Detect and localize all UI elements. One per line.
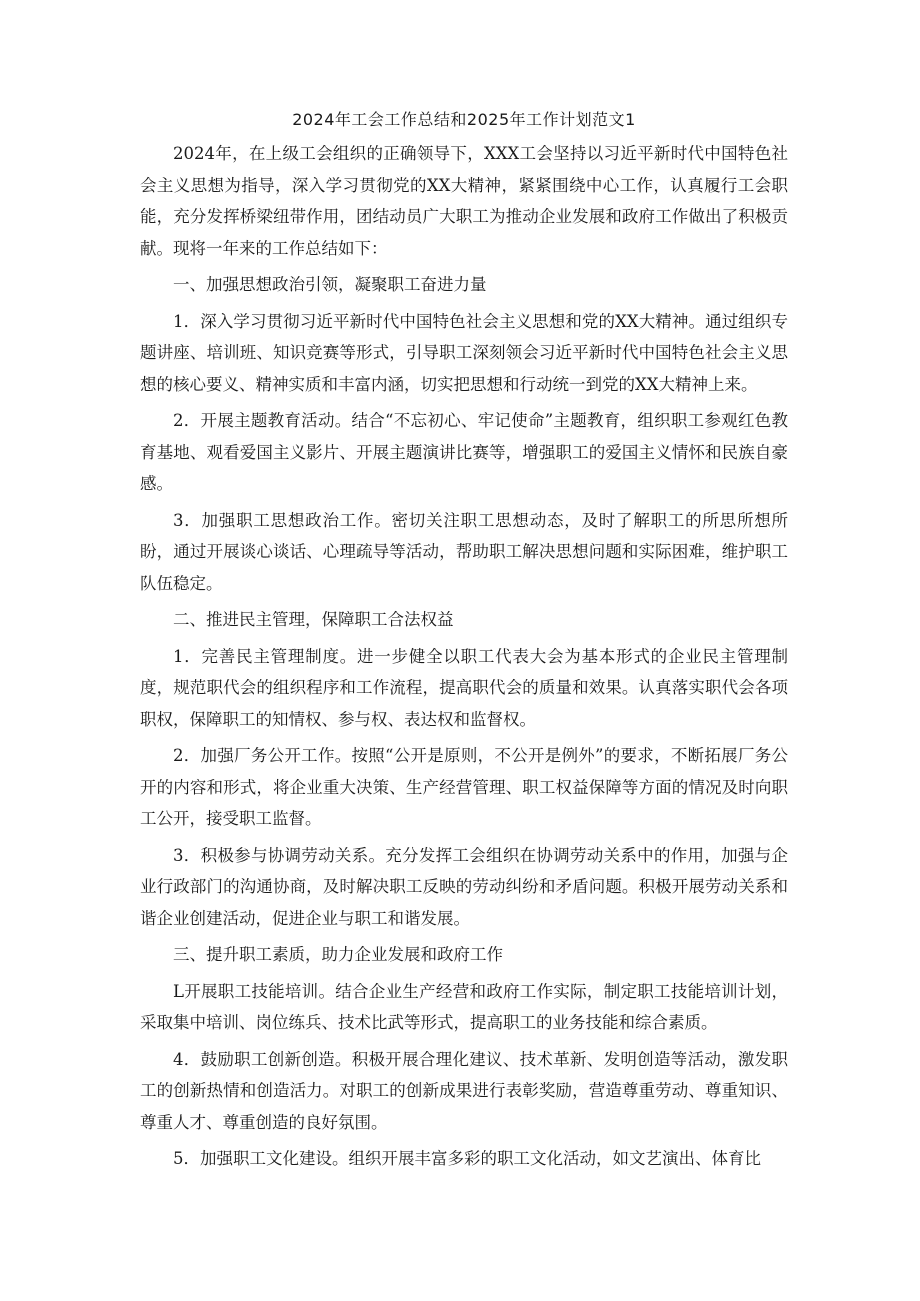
section-heading-3: 三、提升职工素质，助力企业发展和政府工作 — [173, 945, 503, 964]
paragraph-1-2: 2．开展主题教育活动。结合“不忘初心、牢记使命”主题教育，组织职工参观红色教育基地、观看爱国主义影片、开展主题演讲比赛等，增强职工的爱国主义情怀和民族自豪感。 — [140, 411, 788, 493]
paragraph-1-1: 1．深入学习贯彻习近平新时代中国特色社会主义思想和党的XX大精神。通过组织专题讲座、培训班、知识竞赛等形式，引导职工深刻领会习近平新时代中国特色社会主义思想的核心要义、精神实质和丰富内涵，切实把思想和行动统一到党的XX大精神上来。 — [140, 311, 788, 394]
paragraph-1-3: 3．加强职工思想政治工作。密切关注职工思想动态，及时了解职工的所思所想所盼，通过开展谈心谈话、心理疏导等活动，帮助职工解决思想问题和实际困难，维护职工队伍稳定。 — [140, 510, 788, 593]
document-title: 2024年工会工作总结和2025年工作计划范文1 — [292, 110, 636, 129]
paragraph-2-2: 2．加强厂务公开工作。按照“公开是原则，不公开是例外”的要求，不断拓展厂务公开的内容和形式，将企业重大决策、生产经营管理、职工权益保障等方面的情况及时向职工公开，接受职工监督。 — [140, 746, 788, 828]
paragraph-3-2: 4．鼓励职工创新创造。积极开展合理化建议、技术革新、发明创造等活动，激发职工的创新热情和创造活力。对职工的创新成果进行表彰奖励，营造尊重劳动、尊重知识、尊重人才、尊重创造的良好氛围。 — [140, 1049, 788, 1132]
paragraph-3-1: L开展职工技能培训。结合企业生产经营和政府工作实际，制定职工技能培训计划，采取集中培训、岗位练兵、技术比武等形式，提高职工的业务技能和综合素质。 — [140, 981, 788, 1032]
paragraph-3-3: 5．加强职工文化建设。组织开展丰富多彩的职工文化活动，如文艺演出、体育比 — [173, 1149, 761, 1168]
section-heading-2: 二、推进民主管理，保障职工合法权益 — [173, 610, 454, 629]
section-heading-1: 一、加强思想政治引领，凝聚职工奋进力量 — [173, 275, 487, 294]
paragraph-2-3: 3．积极参与协调劳动关系。充分发挥工会组织在协调劳动关系中的作用，加强与企业行政部门的沟通协商，及时解决职工反映的劳动纠纷和矛盾问题。积极开展劳动关系和谐企业创建活动，促进企业与职工和谐发展。 — [140, 845, 788, 928]
document-page — [140, 102, 788, 1180]
intro-paragraph: 2024年，在上级工会组织的正确领导下，XXX工会坚持以习近平新时代中国特色社会主义思想为指导，深入学习贯彻党的XX大精神，紧紧围绕中心工作，认真履行工会职能，充分发挥桥梁纽带作用，团结动员广大职工为推动企业发展和政府工作做出了积极贡献。现将一年来的工作总结如下： — [140, 144, 788, 258]
paragraph-2-1: 1．完善民主管理制度。进一步健全以职工代表大会为基本形式的企业民主管理制度，规范职代会的组织程序和工作流程，提高职代会的质量和效果。认真落实职代会各项职权，保障职工的知情权、参与权、表达权和监督权。 — [140, 646, 788, 729]
